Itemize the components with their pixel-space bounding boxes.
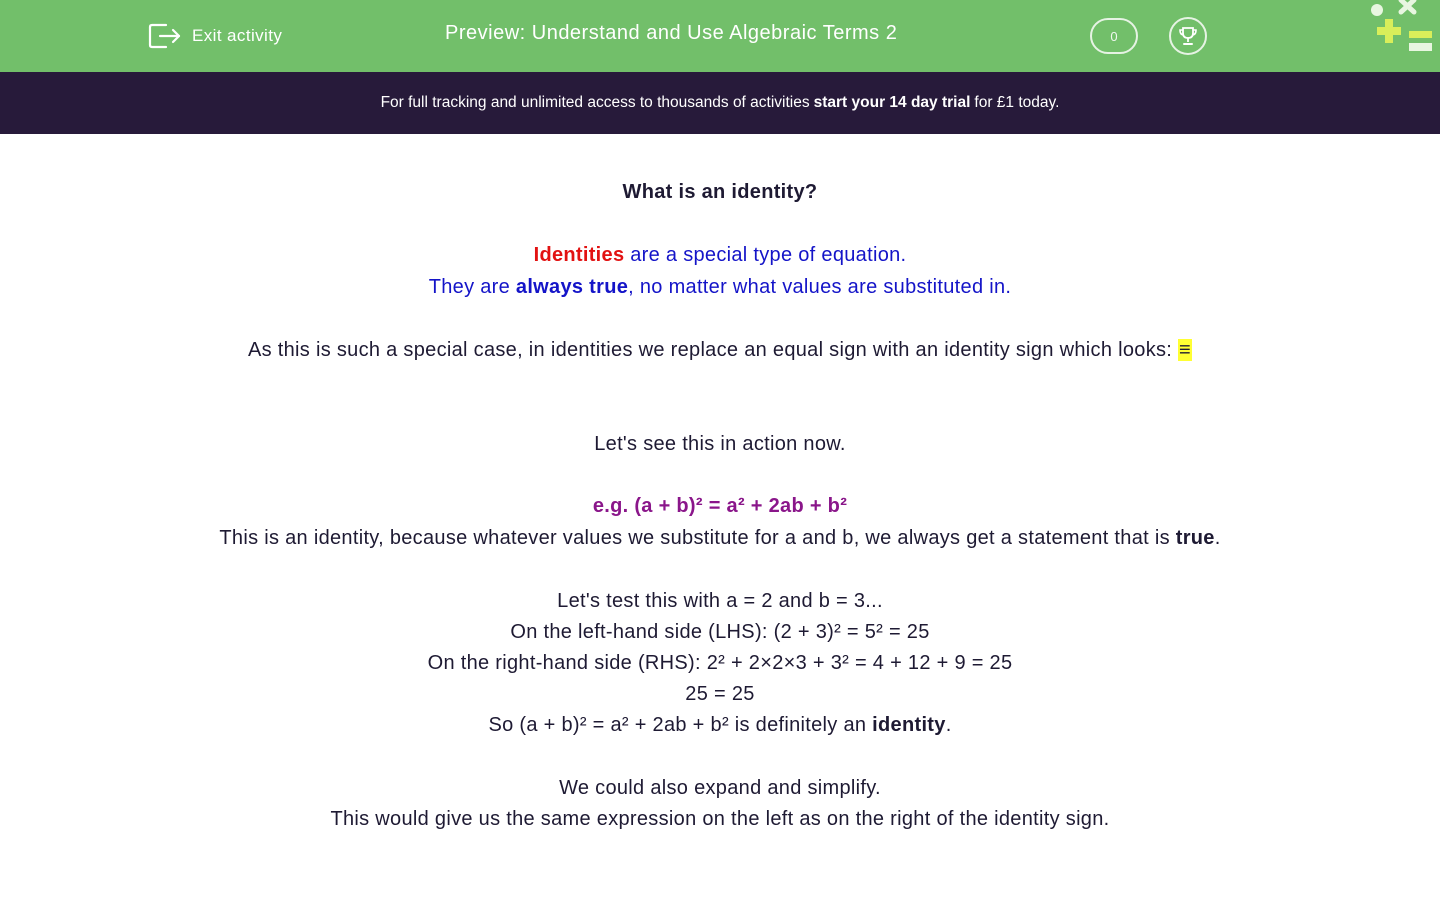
definition-text-1: are a special type of equation. [624, 244, 907, 266]
conclusion-text-b: . [945, 714, 952, 736]
definition-text-2a: They are [428, 276, 516, 298]
page-title: Preview: Understand and Use Algebraic Terms 2 [445, 22, 898, 44]
explanation-text-b: . [1214, 527, 1221, 549]
always-true-term: always true [515, 276, 629, 298]
example-line: e.g. (a + b)² = a² + 2ab + b² [592, 495, 848, 517]
definition-line-2 [0, 276, 1440, 299]
score-badge [1090, 18, 1138, 54]
explanation-line [0, 527, 1440, 550]
identity-sign-line [0, 339, 1440, 362]
expand-line-1: We could also expand and simplify. [559, 777, 881, 799]
expand-line-2: This would give us the same expression on the left as on the right of the identity sign. [330, 808, 1110, 830]
test-line-3: On the right-hand side (RHS): 2² + 2×2×3 + 3² = 4 + 12 + 9 = 25 [427, 652, 1013, 674]
conclusion-line [0, 714, 1440, 737]
action-line: Let's see this in action now. [594, 433, 846, 455]
trophy-button[interactable] [1169, 17, 1207, 55]
exit-door-icon [148, 21, 182, 51]
test-line-1: Let's test this with a = 2 and b = 3... [557, 590, 883, 612]
top-bar [0, 0, 1440, 72]
test-line-2: On the left-hand side (LHS): (2 + 3)² = 5² = 25 [510, 621, 930, 643]
trophy-icon [1176, 24, 1200, 48]
explanation-text-a: This is an identity, because whatever values we substitute for a and b, we always get a statement that is [219, 527, 1176, 549]
banner-text-end: for £1 today. [974, 94, 1060, 111]
test-line-4: 25 = 25 [685, 683, 755, 705]
conclusion-text-a: So (a + b)² = a² + 2ab + b² is definitely an [488, 714, 873, 736]
identity-term: identity [872, 714, 946, 736]
exit-activity-label: Exit activity [192, 26, 283, 45]
trial-link[interactable]: start your 14 day trial [813, 94, 971, 111]
banner-text: For full tracking and unlimited access to thousands of activities [380, 94, 810, 111]
identities-term: Identities [533, 244, 625, 266]
definition-line-1 [0, 244, 1440, 267]
score-value: 0 [1110, 28, 1118, 44]
identity-sign-symbol: ≡ [1179, 339, 1192, 361]
true-term: true [1175, 527, 1215, 549]
definition-text-2b: , no matter what values are substituted in. [628, 276, 1012, 298]
maths-symbols-logo [1368, 0, 1440, 58]
exit-activity-button[interactable] [148, 20, 282, 52]
trial-banner [0, 72, 1440, 134]
lesson-heading: What is an identity? [622, 181, 818, 203]
identity-sign-text: As this is such a special case, in identities we replace an equal sign with an identity sign which looks: [247, 339, 1179, 361]
